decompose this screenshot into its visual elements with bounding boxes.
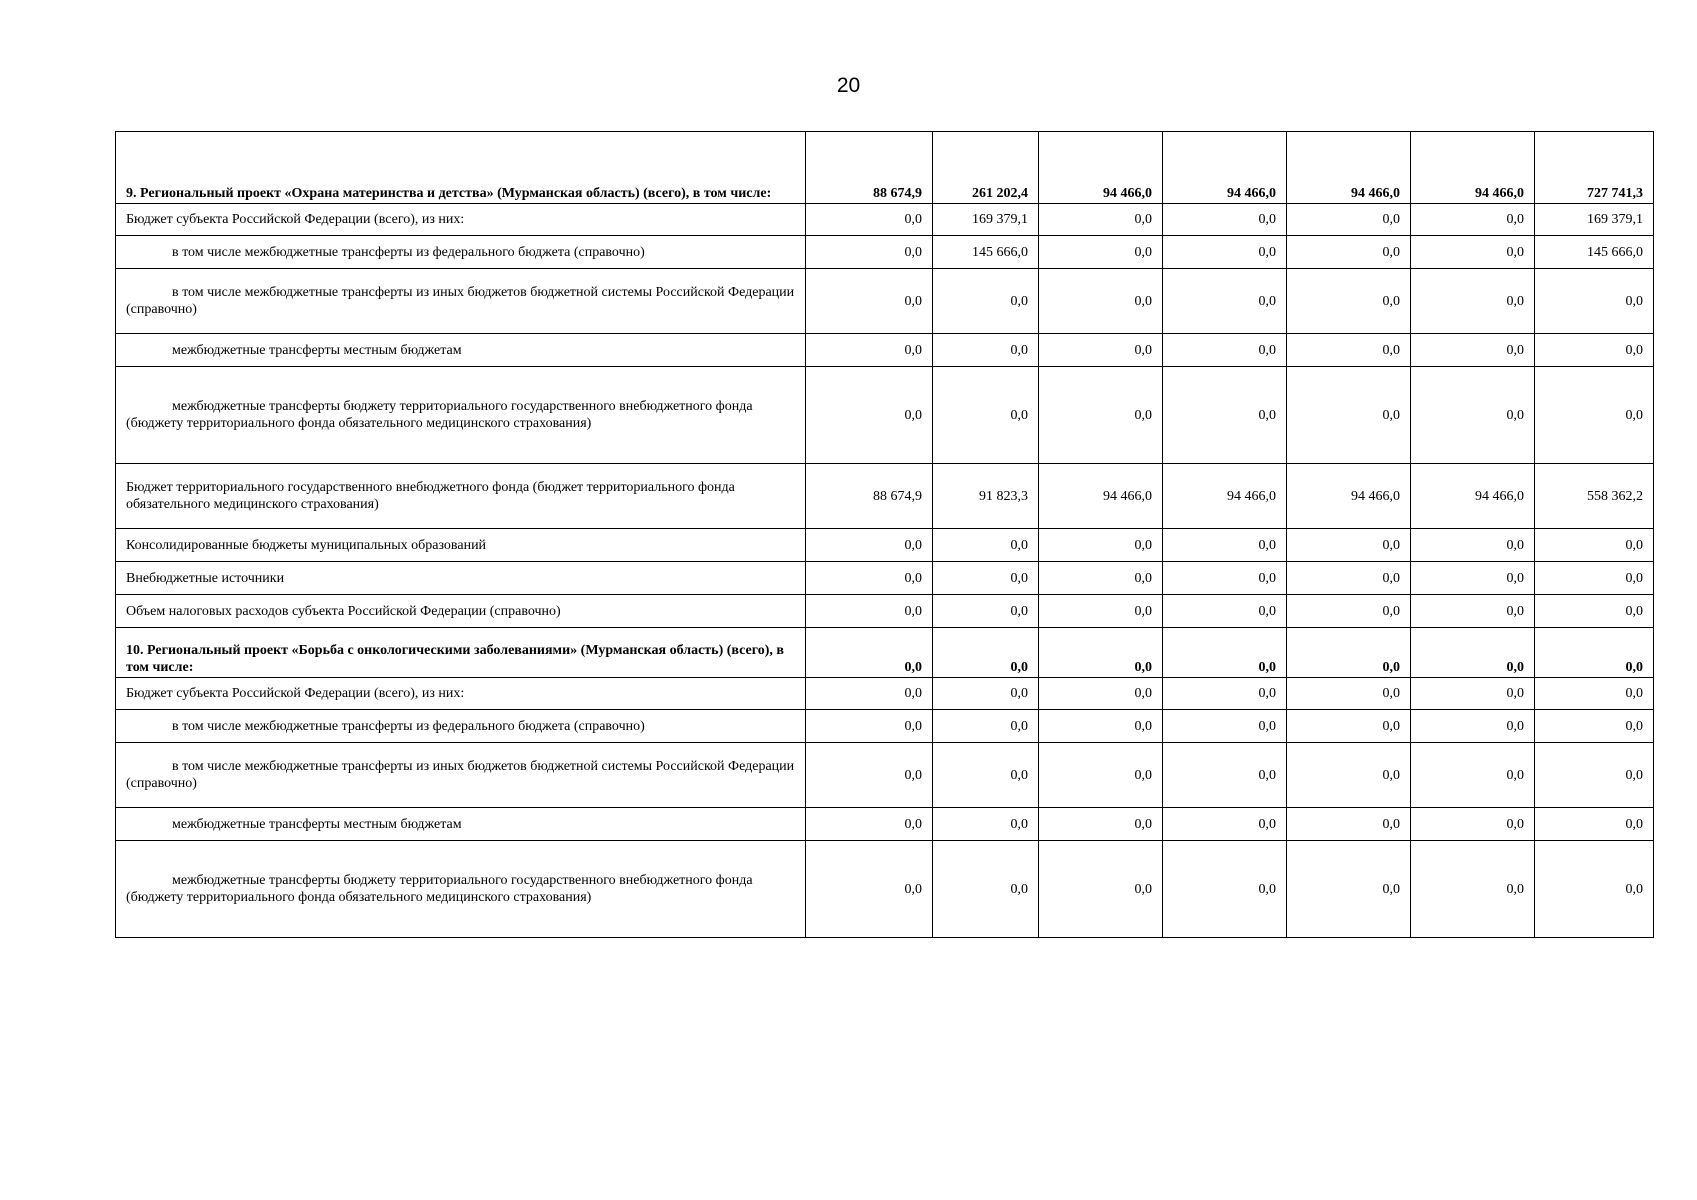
table-row: [116, 204, 1654, 236]
value-cell: 0,0: [1039, 710, 1163, 743]
total-cell: 558 362,2: [1535, 464, 1654, 529]
value-cell: 0,0: [933, 628, 1039, 678]
value-cell: 0,0: [1039, 334, 1163, 367]
table-row: [116, 529, 1654, 562]
value-cell: 0,0: [806, 628, 933, 678]
value-cell: 0,0: [933, 529, 1039, 562]
value-cell: 0,0: [1039, 743, 1163, 808]
value-cell: 0,0: [806, 562, 933, 595]
row-label: в том числе межбюджетные трансферты из федерального бюджета (справочно): [116, 236, 806, 269]
value-cell: 0,0: [1039, 367, 1163, 464]
value-cell: 261 202,4: [933, 132, 1039, 204]
total-cell: 0,0: [1535, 710, 1654, 743]
total-cell: 169 379,1: [1535, 204, 1654, 236]
value-cell: 0,0: [806, 367, 933, 464]
value-cell: 0,0: [1163, 204, 1287, 236]
total-cell: 0,0: [1535, 529, 1654, 562]
total-cell: 0,0: [1535, 743, 1654, 808]
table-row: [116, 808, 1654, 841]
total-cell: 0,0: [1535, 841, 1654, 938]
value-cell: 0,0: [1411, 529, 1535, 562]
value-cell: 0,0: [806, 710, 933, 743]
value-cell: 94 466,0: [1163, 132, 1287, 204]
total-cell: 145 666,0: [1535, 236, 1654, 269]
value-cell: 0,0: [1039, 595, 1163, 628]
value-cell: 0,0: [1039, 204, 1163, 236]
value-cell: 0,0: [1411, 562, 1535, 595]
value-cell: 0,0: [1287, 367, 1411, 464]
value-cell: 0,0: [933, 841, 1039, 938]
table-row: [116, 236, 1654, 269]
value-cell: 0,0: [806, 743, 933, 808]
row-label: Объем налоговых расходов субъекта Российской Федерации (справочно): [116, 595, 806, 628]
value-cell: 145 666,0: [933, 236, 1039, 269]
value-cell: 0,0: [1287, 595, 1411, 628]
value-cell: 0,0: [1411, 204, 1535, 236]
row-label: межбюджетные трансферты бюджету территориального государственного внебюджетного фонда (бюджету территориального фонда обязательного медицинского страхования): [116, 367, 806, 464]
value-cell: 94 466,0: [1287, 464, 1411, 529]
value-cell: 88 674,9: [806, 132, 933, 204]
value-cell: 94 466,0: [1163, 464, 1287, 529]
row-label: межбюджетные трансферты бюджету территориального государственного внебюджетного фонда (бюджету территориального фонда обязательного медицинского страхования): [116, 841, 806, 938]
value-cell: 94 466,0: [1287, 132, 1411, 204]
row-label: Бюджет субъекта Российской Федерации (всего), из них:: [116, 678, 806, 710]
value-cell: 0,0: [1163, 743, 1287, 808]
row-label: в том числе межбюджетные трансферты из иных бюджетов бюджетной системы Российской Федерации (справочно): [116, 269, 806, 334]
table-row: [116, 464, 1654, 529]
value-cell: 0,0: [1163, 367, 1287, 464]
value-cell: 0,0: [1411, 841, 1535, 938]
value-cell: 0,0: [933, 367, 1039, 464]
table-row: [116, 595, 1654, 628]
value-cell: 0,0: [1287, 808, 1411, 841]
value-cell: 169 379,1: [933, 204, 1039, 236]
value-cell: 0,0: [933, 562, 1039, 595]
table-row: [116, 132, 1654, 204]
table-row: [116, 628, 1654, 678]
value-cell: 0,0: [1411, 236, 1535, 269]
value-cell: 0,0: [806, 204, 933, 236]
value-cell: 0,0: [806, 236, 933, 269]
row-label: 10. Региональный проект «Борьба с онкологическими заболеваниями» (Мурманская область) (всего), в том числе:: [116, 628, 806, 678]
value-cell: 0,0: [1287, 334, 1411, 367]
value-cell: 0,0: [1163, 529, 1287, 562]
table-row: [116, 678, 1654, 710]
total-cell: 0,0: [1535, 595, 1654, 628]
total-cell: 0,0: [1535, 334, 1654, 367]
value-cell: 94 466,0: [1411, 132, 1535, 204]
value-cell: 0,0: [1039, 269, 1163, 334]
value-cell: 0,0: [1039, 808, 1163, 841]
value-cell: 0,0: [933, 808, 1039, 841]
value-cell: 0,0: [1411, 367, 1535, 464]
value-cell: 0,0: [1039, 562, 1163, 595]
value-cell: 0,0: [1163, 808, 1287, 841]
table-row: [116, 841, 1654, 938]
value-cell: 91 823,3: [933, 464, 1039, 529]
value-cell: 0,0: [1039, 529, 1163, 562]
total-cell: 0,0: [1535, 678, 1654, 710]
value-cell: 0,0: [1287, 743, 1411, 808]
value-cell: 0,0: [1411, 743, 1535, 808]
table-row: [116, 269, 1654, 334]
row-label: в том числе межбюджетные трансферты из иных бюджетов бюджетной системы Российской Федерации (справочно): [116, 743, 806, 808]
value-cell: 0,0: [1039, 841, 1163, 938]
value-cell: 0,0: [1163, 841, 1287, 938]
row-label: Внебюджетные источники: [116, 562, 806, 595]
value-cell: 0,0: [1163, 562, 1287, 595]
value-cell: 0,0: [1287, 236, 1411, 269]
value-cell: 94 466,0: [1039, 464, 1163, 529]
value-cell: 0,0: [933, 269, 1039, 334]
value-cell: 0,0: [1163, 595, 1287, 628]
row-label: в том числе межбюджетные трансферты из федерального бюджета (справочно): [116, 710, 806, 743]
row-label: Консолидированные бюджеты муниципальных образований: [116, 529, 806, 562]
value-cell: 88 674,9: [806, 464, 933, 529]
value-cell: 0,0: [1287, 841, 1411, 938]
value-cell: 0,0: [1287, 628, 1411, 678]
value-cell: 0,0: [1287, 678, 1411, 710]
value-cell: 0,0: [1287, 710, 1411, 743]
value-cell: 0,0: [806, 529, 933, 562]
table-row: [116, 710, 1654, 743]
value-cell: 94 466,0: [1411, 464, 1535, 529]
value-cell: 0,0: [1039, 236, 1163, 269]
value-cell: 0,0: [806, 595, 933, 628]
row-label: межбюджетные трансферты местным бюджетам: [116, 808, 806, 841]
value-cell: 0,0: [1039, 628, 1163, 678]
page-number: 20: [836, 74, 861, 97]
total-cell: 0,0: [1535, 269, 1654, 334]
value-cell: 0,0: [1163, 269, 1287, 334]
value-cell: 94 466,0: [1039, 132, 1163, 204]
value-cell: 0,0: [1411, 334, 1535, 367]
value-cell: 0,0: [1411, 808, 1535, 841]
value-cell: 0,0: [1411, 628, 1535, 678]
value-cell: 0,0: [1411, 678, 1535, 710]
value-cell: 0,0: [1411, 710, 1535, 743]
value-cell: 0,0: [933, 595, 1039, 628]
table-row: [116, 562, 1654, 595]
value-cell: 0,0: [1287, 204, 1411, 236]
value-cell: 0,0: [933, 678, 1039, 710]
value-cell: 0,0: [806, 808, 933, 841]
row-label: Бюджет субъекта Российской Федерации (всего), из них:: [116, 204, 806, 236]
value-cell: 0,0: [806, 334, 933, 367]
total-cell: 0,0: [1535, 367, 1654, 464]
value-cell: 0,0: [1163, 334, 1287, 367]
table-row: [116, 334, 1654, 367]
total-cell: 0,0: [1535, 628, 1654, 678]
value-cell: 0,0: [1287, 562, 1411, 595]
value-cell: 0,0: [1163, 236, 1287, 269]
value-cell: 0,0: [1163, 710, 1287, 743]
table-row: [116, 367, 1654, 464]
total-cell: 0,0: [1535, 808, 1654, 841]
value-cell: 0,0: [806, 269, 933, 334]
table-row: [116, 743, 1654, 808]
value-cell: 0,0: [933, 334, 1039, 367]
value-cell: 0,0: [1411, 595, 1535, 628]
value-cell: 0,0: [933, 710, 1039, 743]
value-cell: 0,0: [1287, 529, 1411, 562]
value-cell: 0,0: [806, 841, 933, 938]
value-cell: 0,0: [1287, 269, 1411, 334]
value-cell: 0,0: [1163, 678, 1287, 710]
value-cell: 0,0: [1039, 678, 1163, 710]
total-cell: 0,0: [1535, 562, 1654, 595]
value-cell: 0,0: [1163, 628, 1287, 678]
row-label: межбюджетные трансферты местным бюджетам: [116, 334, 806, 367]
value-cell: 0,0: [933, 743, 1039, 808]
total-cell: 727 741,3: [1535, 132, 1654, 204]
value-cell: 0,0: [1411, 269, 1535, 334]
row-label: Бюджет территориального государственного внебюджетного фонда (бюджет территориального фонда обязательного медицинского страхования): [116, 464, 806, 529]
value-cell: 0,0: [806, 678, 933, 710]
budget-table: [115, 131, 1654, 938]
row-label: 9. Региональный проект «Охрана материнства и детства» (Мурманская область) (всего), в том числе:: [116, 132, 806, 204]
